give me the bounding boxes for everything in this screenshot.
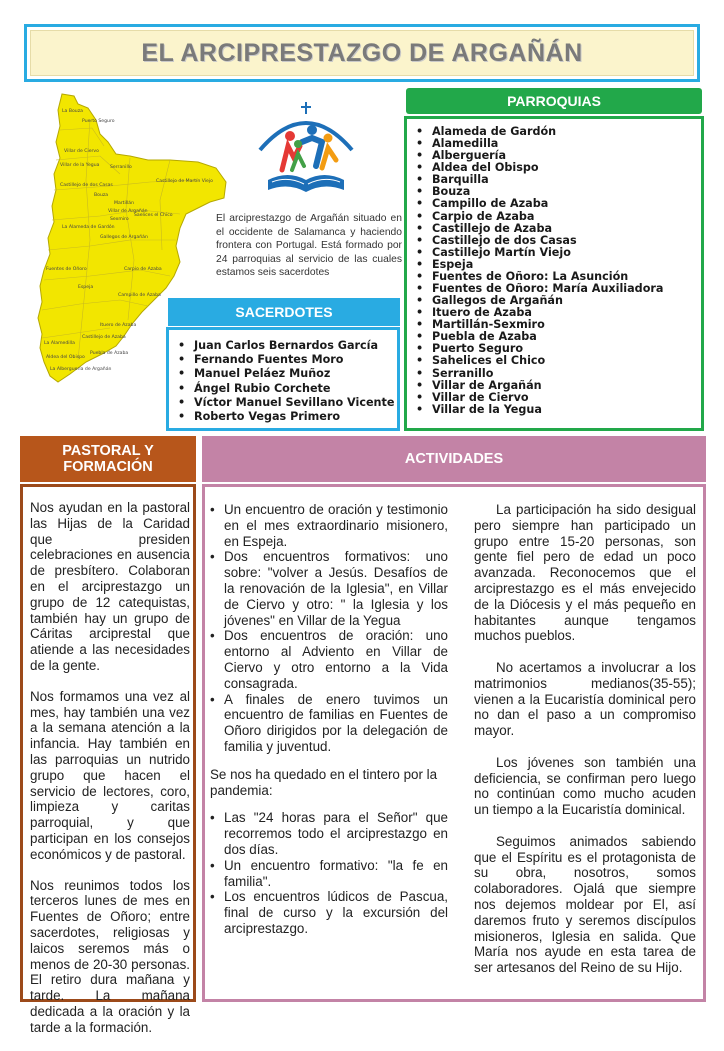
- list-item: • Carpio de Azaba: [410, 211, 700, 223]
- list-item: • Fernando Fuentes Moro: [172, 353, 400, 367]
- list-item: • Puebla de Azaba: [410, 331, 700, 343]
- paragraph: No acertamos a involucrar a los matrimonios medianos(35-55); vienen a la Eucaristía dominical pero no dan el paso a un compromiso mayor.: [474, 659, 696, 739]
- list-item: • Aldea del Obispo: [410, 162, 700, 174]
- pastoral-text: [30, 500, 190, 1051]
- map-label: Carpio de Azaba: [124, 267, 162, 272]
- map-label: Aldea del Obispo: [46, 355, 85, 360]
- list-item: • Espeja: [410, 259, 700, 271]
- actividades-header: ACTIVIDADES: [202, 436, 706, 482]
- actividades-left-column: [210, 502, 448, 937]
- map-label: Espeja: [78, 285, 94, 290]
- activities-list: [210, 502, 448, 755]
- actividades-right-column: [474, 502, 696, 992]
- list-item: • Dos encuentros de oración: uno entorno al Adviento en Villar de Ciervo y otro entorno a la Vida consagrada.: [210, 628, 448, 691]
- list-item: • Ángel Rubio Corchete: [172, 382, 400, 396]
- list-item: • Fuentes de Oñoro: María Auxiliadora: [410, 283, 700, 295]
- title-banner: [30, 30, 694, 76]
- paragraph: La participación ha sido desigual pero siempre han participado un grupo entre 15-20 personas, son gente fiel pero de edad un poco avanzada. Reconocemos que el arciprestazgo es el más envejecido de la Diócesis y el más pequeño en habitantes aunque tengamos muchos pueblos.: [474, 502, 696, 644]
- list-item: • Un encuentro formativo: "la fe en familia".: [210, 858, 448, 890]
- list-item: • Víctor Manuel Sevillano Vicente: [172, 396, 400, 410]
- pending-list: [210, 810, 448, 936]
- page-title: EL ARCIPRESTAZGO DE ARGAÑÁN: [141, 38, 583, 67]
- list-item: • Puerto Seguro: [410, 343, 700, 355]
- map-label: Castillejo de Azaba: [82, 335, 126, 340]
- list-item: • Dos encuentros formativos: uno sobre: "volver a Jesús. Desafíos de la renovación de la Iglesia", en Villar de Ciervo y otro: " la Iglesia y los jóvenes" en Villar de la Yegua: [210, 549, 448, 628]
- list-item: • Gallegos de Argañán: [410, 295, 700, 307]
- list-item: • Villar de Ciervo: [410, 392, 700, 404]
- map-label: Puebla de Azaba: [90, 351, 129, 356]
- map-label: La Alameda de Gardón: [62, 225, 115, 230]
- list-item: • Manuel Peláez Muñoz: [172, 367, 400, 381]
- list-item: • Campillo de Azaba: [410, 198, 700, 210]
- parroquias-header: PARROQUIAS: [406, 88, 702, 114]
- pending-text: Se nos ha quedado en el tintero por la pandemia:: [210, 766, 438, 798]
- list-item: • Alameda de Gardón: [410, 126, 700, 138]
- list-item: • Roberto Vegas Primero: [172, 410, 400, 424]
- paragraph: Nos formamos una vez al mes, hay también una vez a la semana atención a la infancia. Hay también en las parroquias un nutrido grupo que hacen el servicio de lectores, coro, limpieza y caritas parroquial, y que participan en los consejos económicos y de pastoral.: [30, 688, 190, 862]
- parroquias-list: [410, 126, 700, 416]
- map-label: Martillán: [114, 201, 135, 206]
- map-label: Villar de Ciervo: [64, 149, 99, 154]
- list-item: • Alberguería: [410, 150, 700, 162]
- list-item: • Las "24 horas para el Señor" que recorremos todo el arciprestazgo en dos días.: [210, 810, 448, 857]
- diocese-logo-icon: [256, 98, 356, 198]
- map-label: Villar de Argañán: [108, 209, 148, 214]
- list-item: • Castillejo de Azaba: [410, 223, 700, 235]
- sacerdotes-list: [172, 339, 400, 424]
- paragraph: Nos reunimos todos los terceros lunes de mes en Fuentes de Oñoro; entre sacerdotes, religiosas y laicos seremos más o menos de 20-30 personas. El retiro dura mañana y tarde. La mañana dedicada a la oración y la tarde a la formación.: [30, 877, 190, 1035]
- list-item: • Ituero de Azaba: [410, 307, 700, 319]
- map-label: Saelices el Chico: [134, 213, 173, 218]
- list-item: • A finales de enero tuvimos un encuentro de familias en Fuentes de Oñoro dirigidos por la delegación de familia y juventud.: [210, 692, 448, 755]
- pastoral-header: PASTORAL Y FORMACIÓN: [20, 436, 196, 482]
- map-label: Gallegos de Argañán: [100, 235, 148, 240]
- list-item: • Castillejo de dos Casas: [410, 235, 700, 247]
- list-item: • Alamedilla: [410, 138, 700, 150]
- list-item: • Villar de la Yegua: [410, 404, 700, 416]
- map-label: La Bouza: [62, 109, 83, 114]
- list-item: • Martillán-Sexmiro: [410, 319, 700, 331]
- map-label: La Alberguería de Argañán: [50, 367, 112, 372]
- map-label: Fuentes de Oñoro: [46, 267, 87, 272]
- list-item: • Fuentes de Oñoro: La Asunción: [410, 271, 700, 283]
- list-item: • Barquilla: [410, 174, 700, 186]
- map-label: La Alamedilla: [44, 341, 75, 346]
- list-item: • Un encuentro de oración y testimonio en el mes extraordinario misionero, en Espeja.: [210, 502, 448, 549]
- list-item: • Los encuentros lúdicos de Pascua, final de curso y la excursión del arciprestazgo.: [210, 889, 448, 936]
- intro-text: El arciprestazgo de Argañán situado en el occidente de Salamanca y haciendo frontera con Portugal. Está formado por 24 parroquias al servicio de las cuales estamos seis sacerdotes: [216, 213, 402, 279]
- list-item: • Castillejo Martín Viejo: [410, 247, 700, 259]
- sacerdotes-header: SACERDOTES: [168, 298, 400, 326]
- list-item: • Bouza: [410, 186, 700, 198]
- paragraph: Los jóvenes son también una deficiencia, se confirman pero luego no continúan como mucho acuden un tiempo a la Eucaristía dominical.: [474, 754, 696, 818]
- map-label: Bouza: [94, 193, 109, 198]
- map-label: Campillo de Azaba: [118, 293, 161, 298]
- map-label: Ituero de Azaba: [100, 323, 137, 328]
- paragraph: Seguimos animados sabiendo que el Espíritu es el protagonista de su obra, nosotros, somos colaboradores. Ojalá que siempre nos dejemos moldear por El, así daremos fruto y seremos discípulos misioneros, Iglesia en salida. Que María nos ayude en esta tarea de ser artesanos del Reino de su Hijo.: [474, 833, 696, 976]
- list-item: • Villar de Argañán: [410, 380, 700, 392]
- paragraph: Nos ayudan en la pastoral las Hijas de la Caridad que presiden celebraciones en ausencia de presbítero. Colaboran en el arciprestazgo un grupo de 12 catequistas, también hay un grupo de Cáritas arciprestal que atiende a las necesidades de la gente.: [30, 500, 190, 673]
- list-item: • Sahelices el Chico: [410, 355, 700, 367]
- map-label: Castillejo de Martín Viejo: [156, 179, 213, 184]
- list-item: • Serranillo: [410, 368, 700, 380]
- map-label: Castillejo de dos Casas: [60, 183, 113, 188]
- map-label: Serranillo: [110, 165, 132, 170]
- map-label: Sexmiro: [110, 217, 129, 222]
- map-label: Puerto Seguro: [82, 119, 115, 124]
- map-label: Villar de la Yegua: [60, 163, 100, 168]
- list-item: • Juan Carlos Bernardos García: [172, 339, 400, 353]
